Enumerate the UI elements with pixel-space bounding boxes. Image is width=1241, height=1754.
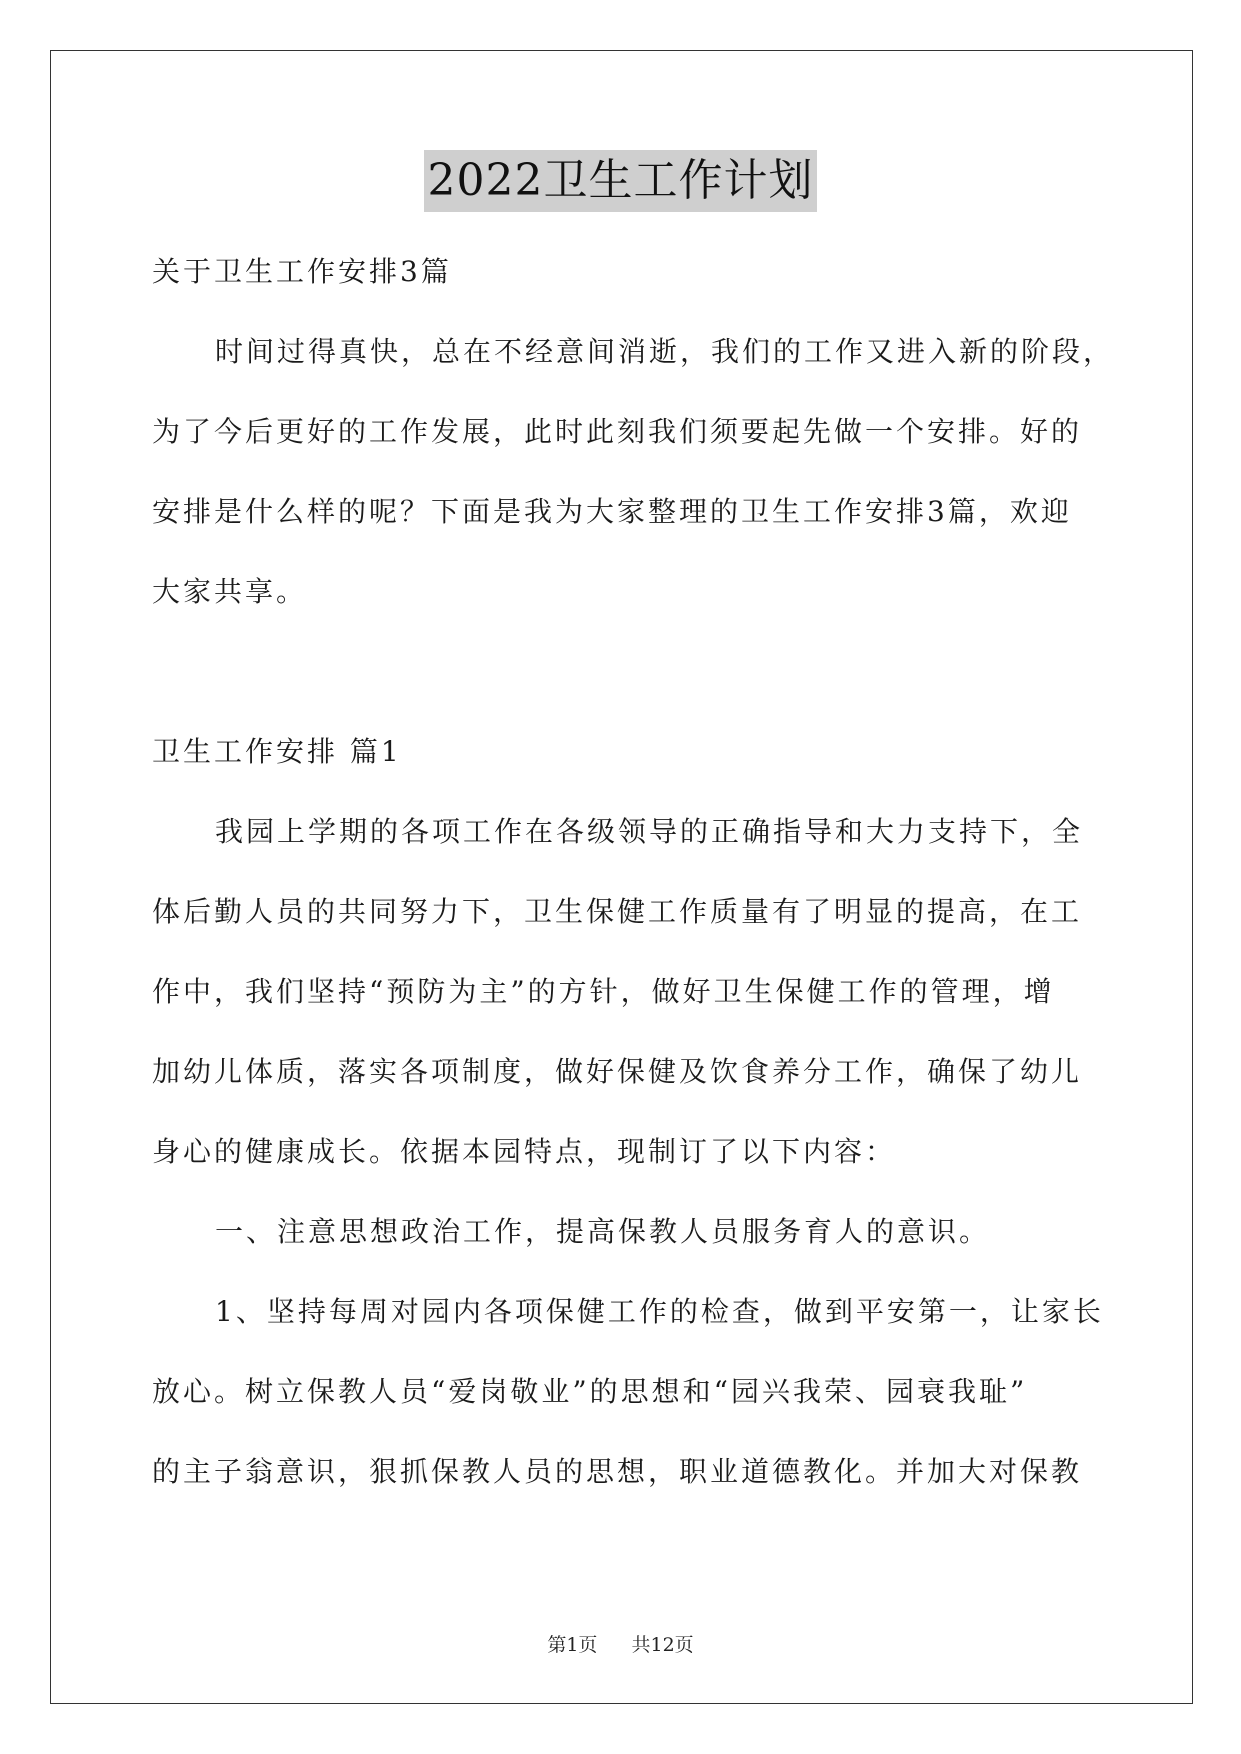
paragraph-line: 时间过得真快，总在不经意间消逝，我们的工作又进入新的阶段， (215, 335, 1115, 368)
paragraph-line: 作中，我们坚持“预防为主”的方针，做好卫生保健工作的管理，增 (152, 975, 1055, 1008)
document-body (152, 252, 1115, 1532)
paragraph-line: 的主子翁意识，狠抓保教人员的思想，职业道德教化。并加大对保教 (152, 1455, 1083, 1488)
paragraph-line: 我园上学期的各项工作在各级领导的正确指导和大力支持下，全 (215, 815, 1084, 848)
spacer (152, 652, 1092, 732)
page-footer (0, 1630, 1241, 1657)
paragraph-line: 放心。树立保教人员“爱岗敬业”的思想和“园兴我荣、园衰我耻” (152, 1375, 1028, 1408)
paragraph-line: 大家共享。 (152, 575, 308, 608)
page-number: 第1页 (547, 1634, 598, 1656)
paragraph-line: 安排是什么样的呢？下面是我为大家整理的卫生工作安排3篇，欢迎 (152, 495, 1072, 528)
paragraph-line: 体后勤人员的共同努力下，卫生保健工作质量有了明显的提高，在工 (152, 895, 1083, 928)
title-wrap (0, 150, 1241, 212)
paragraph-line: 加幼儿体质，落实各项制度，做好保健及饮食养分工作，确保了幼儿 (152, 1055, 1083, 1088)
paragraph-line: 1、坚持每周对园内各项保健工作的检查，做到平安第一，让家长 (215, 1295, 1104, 1328)
section-heading: 卫生工作安排 篇1 (152, 735, 402, 768)
paragraph-line: 为了今后更好的工作发展，此时此刻我们须要起先做一个安排。好的 (152, 415, 1083, 448)
page-total: 共12页 (631, 1634, 694, 1656)
paragraph-line: 一、注意思想政治工作，提高保教人员服务育人的意识。 (215, 1215, 991, 1248)
document-title: 2022卫生工作计划 (424, 150, 818, 212)
subtitle: 关于卫生工作安排3篇 (152, 255, 452, 288)
paragraph-line: 身心的健康成长。依据本园特点，现制订了以下内容： (152, 1135, 897, 1168)
